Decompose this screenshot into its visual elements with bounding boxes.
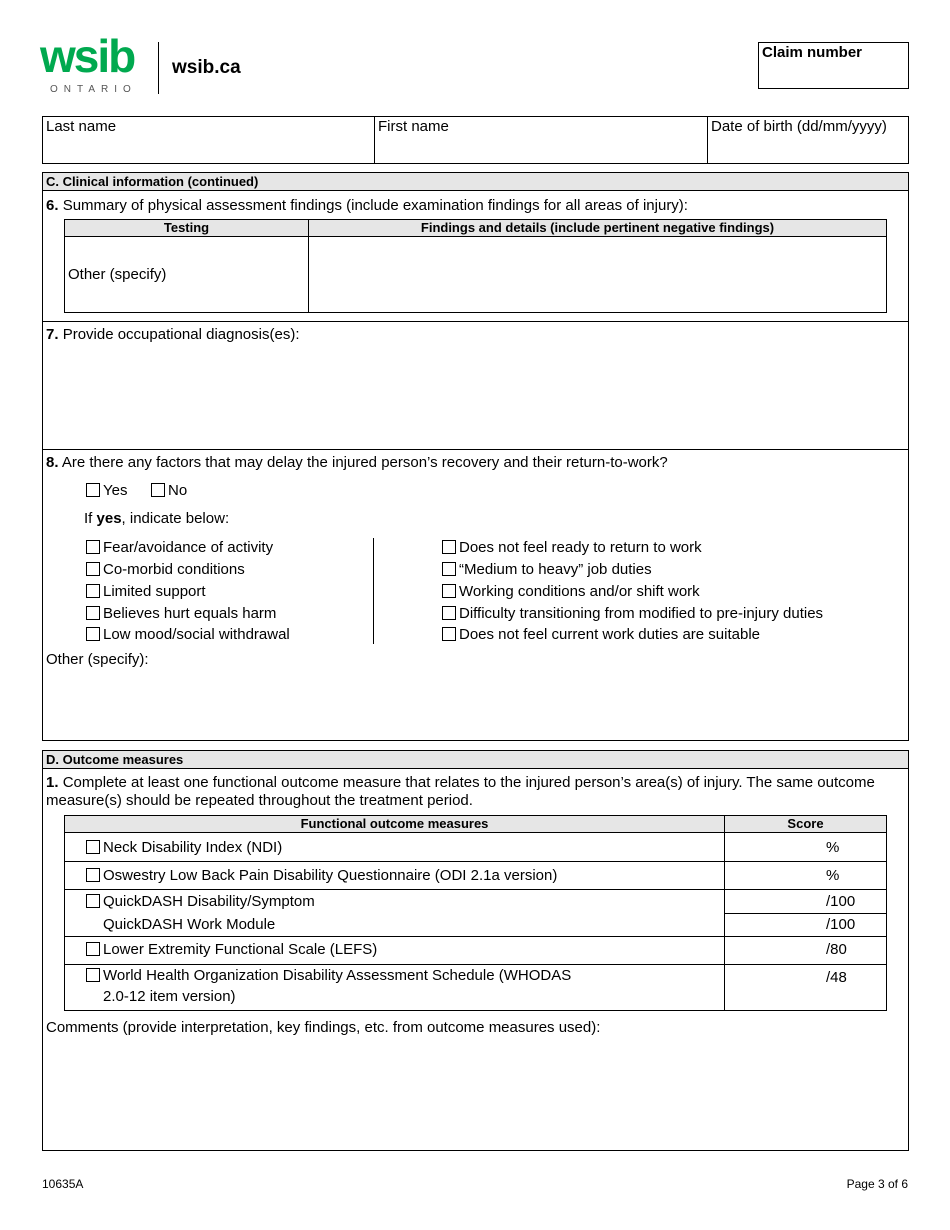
factor-label: Co-morbid conditions [103,561,245,578]
other-factors-input[interactable] [44,672,906,738]
measure-label-2: QuickDASH Work Module [103,916,276,933]
section-c-title: C. Clinical information (continued) [42,172,909,191]
d-q1-label: Complete at least one functional outcome measure that relates to the injured person’s area(s) of injury. The same outcome measure(s) should be repeated throughout the treatment period. [46,774,875,809]
comments-input[interactable] [44,1040,906,1148]
last-name-field[interactable]: Last name [46,118,117,135]
d-q1-number: 1. [46,774,59,791]
text: , indicate below: [121,510,230,527]
measure-label: Lower Extremity Functional Scale (LEFS) [103,941,378,958]
score-field[interactable]: /80 [826,941,847,958]
factor-checkbox[interactable] [442,583,700,600]
checkbox-icon[interactable] [86,606,100,620]
divider [707,116,708,164]
outcome-measure-checkbox[interactable] [86,941,377,958]
checkbox-icon[interactable] [86,562,100,576]
checkbox-icon[interactable] [86,627,100,641]
claim-number-field[interactable] [758,42,909,89]
factor-checkbox[interactable] [86,583,206,600]
checkbox-icon[interactable] [86,942,100,956]
checkbox-icon[interactable] [442,562,456,576]
factor-checkbox[interactable] [86,539,273,556]
yes-label: Yes [103,482,128,499]
col-testing: Testing [65,220,308,237]
factor-checkbox[interactable] [442,539,702,556]
logo-subtext: ONTARIO [50,84,137,95]
col-score: Score [725,816,886,833]
site-link[interactable]: wsib.ca [172,57,241,78]
factor-label: Difficulty transitioning from modified to pre-injury duties [459,605,824,622]
outcome-measure-checkbox[interactable] [86,839,282,856]
d-q1-text [46,774,908,810]
measure-label-2: 2.0-12 item version) [103,988,236,1005]
checkbox-icon[interactable] [442,540,456,554]
checkbox-icon[interactable] [442,606,456,620]
score-field[interactable]: /100 [826,893,856,910]
q8-number: 8. [46,454,59,471]
divider [42,449,909,450]
outcome-measure-checkbox[interactable] [86,893,315,910]
checkbox-icon[interactable] [442,627,456,641]
measure-label: QuickDASH Disability/Symptom [103,893,315,910]
col-measures: Functional outcome measures [65,816,724,833]
checkbox-icon[interactable] [86,894,100,908]
factor-label: Believes hurt equals harm [103,605,277,622]
other-specify-label: Other (specify) [68,266,167,283]
other-factors-label: Other (specify): [46,651,149,668]
factor-label: Fear/avoidance of activity [103,539,274,556]
yes-checkbox[interactable] [86,482,127,499]
measure-label: Neck Disability Index (NDI) [103,839,283,856]
checkbox-icon[interactable] [86,868,100,882]
divider [308,219,309,313]
divider [373,538,374,644]
q6-number: 6. [46,197,59,214]
comments-label: Comments (provide interpretation, key findings, etc. from outcome measures used): [46,1019,601,1036]
factor-checkbox[interactable] [86,626,290,643]
checkbox-icon[interactable] [151,483,165,497]
checkbox-icon[interactable] [86,584,100,598]
factor-label: Low mood/social withdrawal [103,626,290,643]
measure-label: Oswestry Low Back Pain Disability Questionnaire (ODI 2.1a version) [103,867,558,884]
divider [64,964,887,965]
page-number: Page 3 of 6 [846,1177,908,1191]
checkbox-icon[interactable] [86,540,100,554]
measure-label: World Health Organization Disability Assessment Schedule (WHODAS [103,967,572,984]
wsib-logo [40,30,152,98]
factor-checkbox[interactable] [442,561,652,578]
factor-checkbox[interactable] [442,605,823,622]
first-name-field[interactable]: First name [378,118,449,135]
if-yes-instruction [84,510,229,527]
divider [64,889,887,890]
q8-label: Are there any factors that may delay the injured person’s recovery and their return-to-work? [61,454,668,471]
section-d-title: D. Outcome measures [42,750,909,769]
diagnosis-input[interactable] [44,346,906,446]
no-label: No [168,482,188,499]
dob-field[interactable]: Date of birth (dd/mm/yyyy) [711,118,887,135]
divider [64,861,887,862]
factor-label: Does not feel current work duties are suitable [459,626,760,643]
q7-text [46,326,300,343]
score-field[interactable]: /48 [826,969,847,986]
divider [724,913,887,914]
factor-label: “Medium to heavy” job duties [459,561,652,578]
logo-divider [158,42,159,94]
checkbox-icon[interactable] [86,840,100,854]
checkbox-icon[interactable] [86,968,100,982]
factor-checkbox[interactable] [442,626,760,643]
outcome-measure-checkbox[interactable] [86,967,571,984]
divider [42,321,909,322]
text: If [84,510,97,527]
checkbox-icon[interactable] [86,483,100,497]
factor-label: Working conditions and/or shift work [459,583,700,600]
score-field[interactable]: % [826,867,840,884]
no-checkbox[interactable] [151,482,187,499]
divider [374,116,375,164]
form-id: 10635A [42,1177,84,1191]
q6-label: Summary of physical assessment findings (include examination findings for all areas of injury): [62,197,688,214]
q6-text [46,197,688,214]
q7-number: 7. [46,326,59,343]
outcome-measure-checkbox[interactable] [86,867,557,884]
checkbox-icon[interactable] [442,584,456,598]
logo-wordmark: wsib [40,30,135,82]
score-field[interactable]: % [826,839,840,856]
score-field-2[interactable]: /100 [826,916,856,933]
text: yes [96,510,122,527]
q7-label: Provide occupational diagnosis(es): [62,326,300,343]
divider [64,936,887,937]
q8-text [46,454,668,471]
factor-checkbox[interactable] [86,605,276,622]
factor-checkbox[interactable] [86,561,245,578]
claim-number-label: Claim number [762,44,863,61]
findings-input[interactable] [310,238,885,311]
factor-label: Limited support [103,583,206,600]
col-findings: Findings and details (include pertinent negative findings) [309,220,886,237]
factor-label: Does not feel ready to return to work [459,539,702,556]
